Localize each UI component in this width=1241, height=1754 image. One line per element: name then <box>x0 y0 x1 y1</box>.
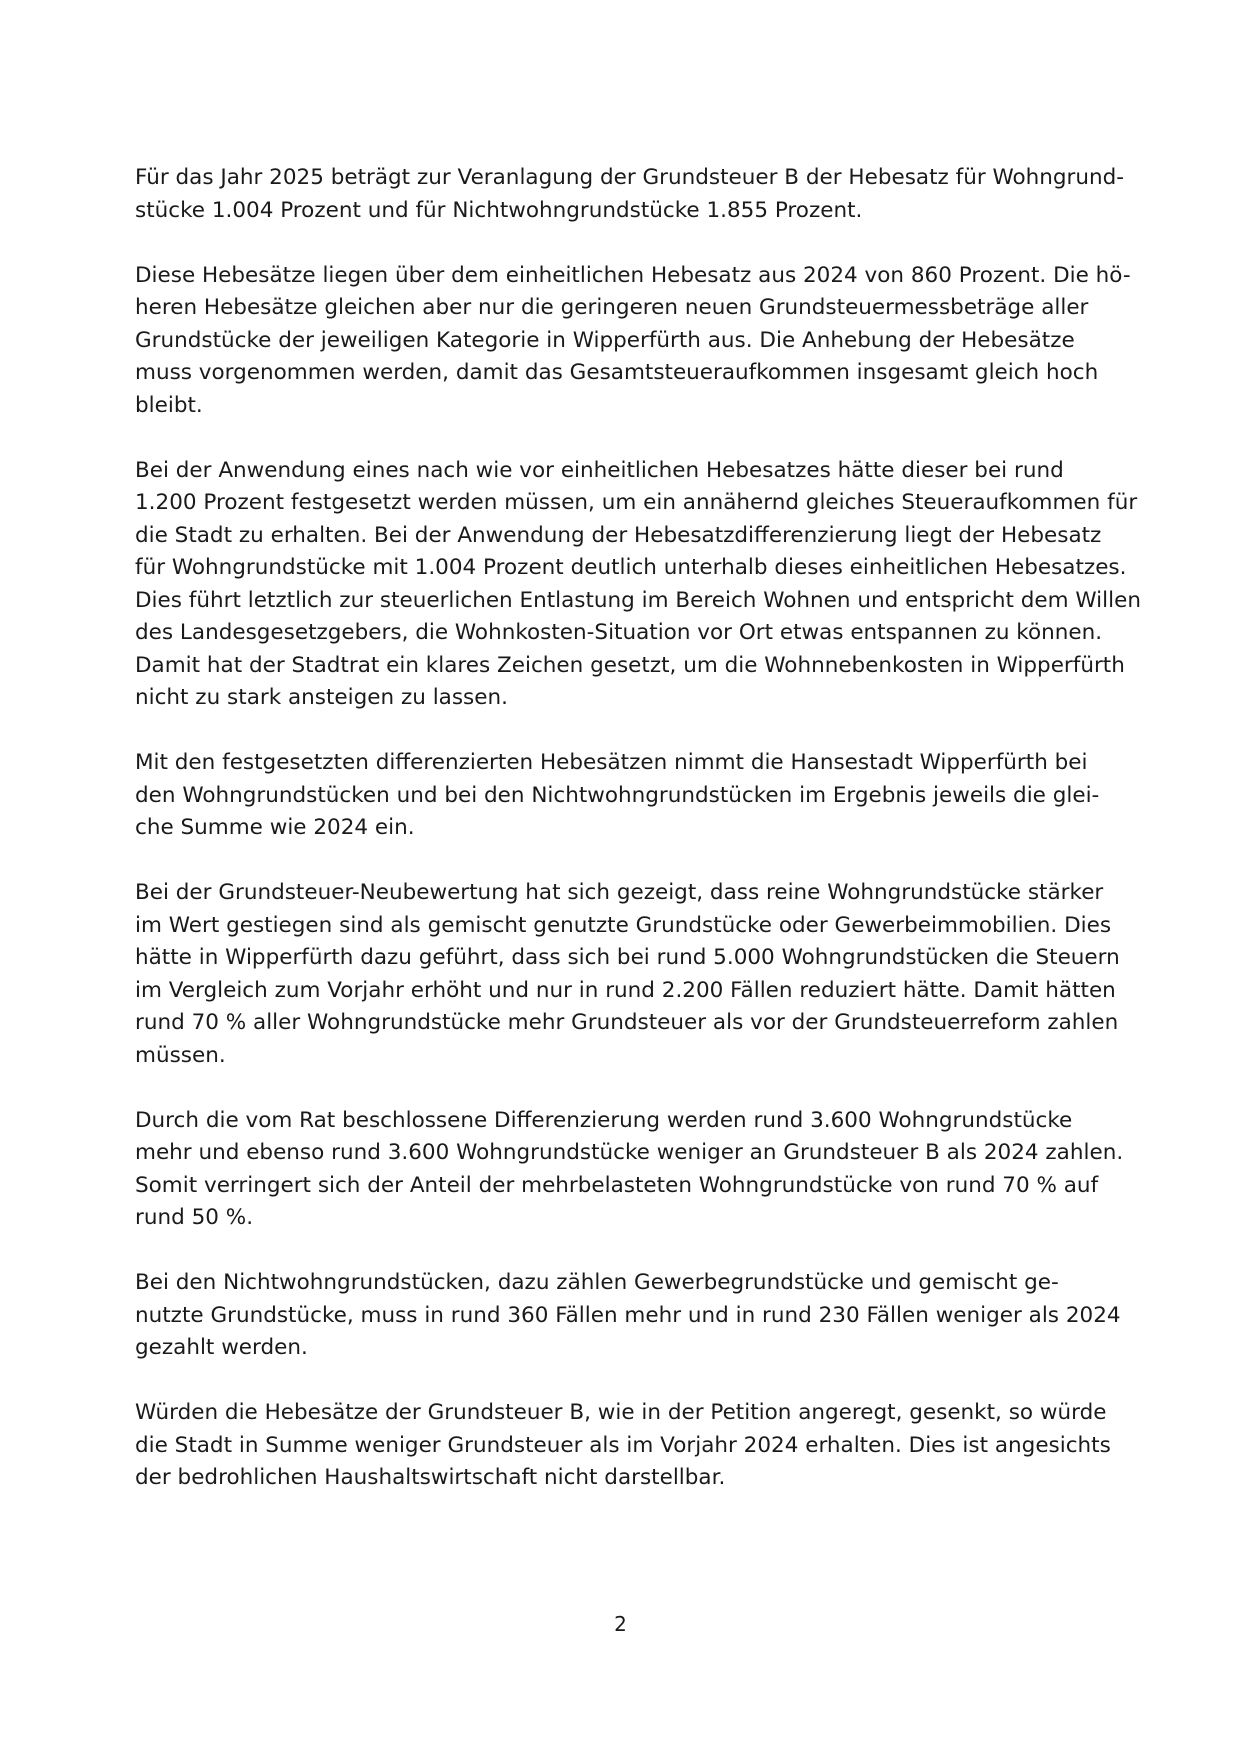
text-line: Bei der Anwendung eines nach wie vor einheitlichen Hebesatzes hätte dieser bei rund <box>135 457 1064 483</box>
paragraph <box>135 260 1135 423</box>
text-line: der bedrohlichen Haushaltswirtschaft nicht darstellbar. <box>135 1465 726 1490</box>
text-line: stücke 1.004 Prozent und für Nichtwohngrundstücke 1.855 Prozent. <box>135 197 863 223</box>
text-line: nutzte Grundstücke, muss in rund 360 Fällen mehr und in rund 230 Fällen weniger als 2024 <box>135 1302 1121 1328</box>
text-line: Dies führt letztlich zur steuerlichen Entlastung im Bereich Wohnen und entspricht dem Willen <box>135 587 1141 613</box>
paragraph <box>135 1267 1135 1365</box>
text-line: mehr und ebenso rund 3.600 Wohngrundstücke weniger an Grundsteuer B als 2024 zahlen. <box>135 1140 1124 1165</box>
text-line: Diese Hebesätze liegen über dem einheitlichen Hebesatz aus 2024 von 860 Prozent. Die hö- <box>135 262 1131 288</box>
text-line: im Vergleich zum Vorjahr erhöht und nur in rund 2.200 Fällen reduziert hätte. Damit hätten <box>135 977 1116 1003</box>
text-line: Bei den Nichtwohngrundstücken, dazu zählen Gewerbegrundstücke und gemischt ge- <box>135 1270 1059 1295</box>
paragraph <box>135 1397 1135 1495</box>
text-line: che Summe wie 2024 ein. <box>135 815 415 840</box>
text-line: muss vorgenommen werden, damit das Gesamtsteueraufkommen insgesamt gleich hoch <box>135 360 1099 385</box>
text-line: 1.200 Prozent festgesetzt werden müssen, um ein annähernd gleiches Steueraufkommen für <box>135 490 1138 515</box>
text-line: gezahlt werden. <box>135 1335 308 1360</box>
paragraph <box>135 747 1135 845</box>
text-line: nicht zu stark ansteigen zu lassen. <box>135 685 508 710</box>
text-line: bleibt. <box>135 392 203 418</box>
text-line: Bei der Grundsteuer-Neubewertung hat sich gezeigt, dass reine Wohngrundstücke stärker <box>135 880 1104 905</box>
text-line: rund 70 % aller Wohngrundstücke mehr Grundsteuer als vor der Grundsteuerreform zahlen <box>135 1010 1119 1035</box>
text-line: Durch die vom Rat beschlossene Differenzierung werden rund 3.600 Wohngrundstücke <box>135 1107 1073 1133</box>
text-line: Somit verringert sich der Anteil der mehrbelasteten Wohngrundstücke von rund 70 % auf <box>135 1172 1099 1198</box>
text-line: Mit den festgesetzten differenzierten Hebesätzen nimmt die Hansestadt Wipperfürth bei <box>135 750 1088 775</box>
text-line: des Landesgesetzgebers, die Wohnkosten-Situation vor Ort etwas entspannen zu können. <box>135 620 1103 645</box>
text-line: die Stadt zu erhalten. Bei der Anwendung der Hebesatzdifferenzierung liegt der Hebesatz <box>135 522 1102 548</box>
text-line: rund 50 %. <box>135 1205 254 1230</box>
paragraph <box>135 455 1141 715</box>
text-line: hätte in Wipperfürth dazu geführt, dass sich bei rund 5.000 Wohngrundstücken die Steuern <box>135 945 1120 970</box>
text-line: heren Hebesätze gleichen aber nur die geringeren neuen Grundsteuermessbeträge aller <box>135 295 1089 320</box>
paragraph <box>135 1105 1135 1235</box>
text-line: müssen. <box>135 1042 226 1068</box>
paragraph <box>135 877 1135 1072</box>
text-line: Damit hat der Stadtrat ein klares Zeichen gesetzt, um die Wohnnebenkosten in Wipperfürth <box>135 652 1125 678</box>
paragraph <box>135 162 1135 227</box>
text-line: Würden die Hebesätze der Grundsteuer B, wie in der Petition angeregt, gesenkt, so würde <box>135 1400 1107 1425</box>
text-line: für Wohngrundstücke mit 1.004 Prozent deutlich unterhalb dieses einheitlichen Hebesatzes. <box>135 555 1127 580</box>
text-line: Grundstücke der jeweiligen Kategorie in Wipperfürth aus. Die Anhebung der Hebesätze <box>135 327 1075 353</box>
page-number: 2 <box>614 1612 627 1636</box>
text-line: Für das Jahr 2025 beträgt zur Veranlagung der Grundsteuer B der Hebesatz für Wohngrund- <box>135 165 1125 190</box>
text-line: im Wert gestiegen sind als gemischt genutzte Grundstücke oder Gewerbeimmobilien. Dies <box>135 912 1112 938</box>
text-line: die Stadt in Summe weniger Grundsteuer als im Vorjahr 2024 erhalten. Dies ist angesichts <box>135 1432 1111 1458</box>
body-text <box>135 162 1141 1527</box>
text-line: den Wohngrundstücken und bei den Nichtwohngrundstücken im Ergebnis jeweils die glei- <box>135 782 1100 808</box>
